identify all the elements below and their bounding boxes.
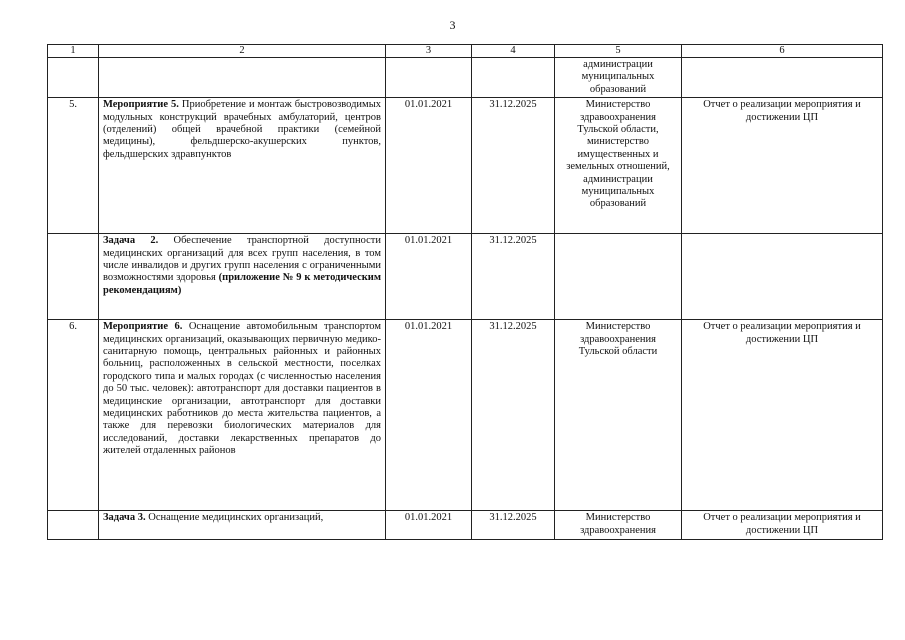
row-number: 5. — [48, 98, 99, 234]
row-responsible: администрации муниципальных образований — [555, 58, 682, 98]
header-row — [48, 45, 883, 58]
row-start-date: 01.01.2021 — [386, 98, 472, 234]
page-number: 3 — [449, 18, 456, 32]
row-title: Мероприятие 6. — [103, 321, 183, 333]
column-header: 6 — [682, 45, 883, 58]
row-responsible: Министерство здравоохранения Тульской области — [555, 320, 682, 511]
row-description — [99, 511, 386, 540]
row-responsible: Министерство здравоохранения Тульской области, министерство имущественных и земельных отношений, администрации муниципальных образований — [555, 98, 682, 234]
row-end-date: 31.12.2025 — [472, 234, 555, 320]
row-responsible — [555, 234, 682, 320]
row-description — [99, 234, 386, 320]
table-row — [48, 234, 883, 320]
row-result — [682, 58, 883, 98]
row-number — [48, 58, 99, 98]
row-start-date: 01.01.2021 — [386, 511, 472, 540]
row-text: Обеспечение транспортной доступности медицинских организаций для всех групп населения, в том числе инвалидов и других групп населения с ограниченными возможностями здоровья — [103, 235, 381, 284]
row-result: Отчет о реализации мероприятия и достижении ЦП — [682, 320, 883, 511]
table-row — [48, 511, 883, 540]
row-title: Мероприятие 5. — [103, 99, 179, 111]
column-header: 4 — [472, 45, 555, 58]
column-header: 1 — [48, 45, 99, 58]
row-end-date: 31.12.2025 — [472, 320, 555, 511]
row-description — [99, 98, 386, 234]
row-text: Приобретение и монтаж быстровозводимых модульных конструкций врачебных амбулаторий, центров (отделений) общей врачебной практики (семейной медицины), фельдшерско-акушерских пунктов, фельдшерских здравпунктов — [103, 99, 381, 160]
row-title: Задача 3. — [103, 512, 146, 524]
column-header: 2 — [99, 45, 386, 58]
row-start-date — [386, 58, 472, 98]
table-row — [48, 320, 883, 511]
plan-table — [47, 44, 883, 540]
row-start-date: 01.01.2021 — [386, 234, 472, 320]
row-end-date — [472, 58, 555, 98]
row-end-date: 31.12.2025 — [472, 511, 555, 540]
row-end-date: 31.12.2025 — [472, 98, 555, 234]
row-result: Отчет о реализации мероприятия и достижении ЦП — [682, 511, 883, 540]
row-number — [48, 234, 99, 320]
row-number: 6. — [48, 320, 99, 511]
row-result: Отчет о реализации мероприятия и достижении ЦП — [682, 98, 883, 234]
row-responsible: Министерство здравоохранения — [555, 511, 682, 540]
row-description — [99, 58, 386, 98]
row-result — [682, 234, 883, 320]
row-title: Задача 2. — [103, 235, 159, 247]
table-row — [48, 98, 883, 234]
row-title-tail: (приложение № 9 к методическим рекомендациям) — [103, 272, 382, 296]
row-text: Оснащение автомобильным транспортом медицинских организаций, оказывающих первичную медико-санитарную помощь, центральных районных и районных больниц, расположенных в сельской местности, поселках городского типа и малых городах (с численностью населения до 50 тыс. человек): автотранспорт для доставки пациентов в медицинские организации, автотранспорт для доставки медицинских работников до места жительства пациентов, а также для перевозки биологических материалов для исследований, доставки лекарственных препаратов до жителей отдаленных районов — [103, 321, 382, 457]
column-header: 3 — [386, 45, 472, 58]
table-row — [48, 58, 883, 98]
row-start-date: 01.01.2021 — [386, 320, 472, 511]
column-header: 5 — [555, 45, 682, 58]
row-number — [48, 511, 99, 540]
row-text: Оснащение медицинских организаций, — [145, 512, 324, 524]
row-description — [99, 320, 386, 511]
